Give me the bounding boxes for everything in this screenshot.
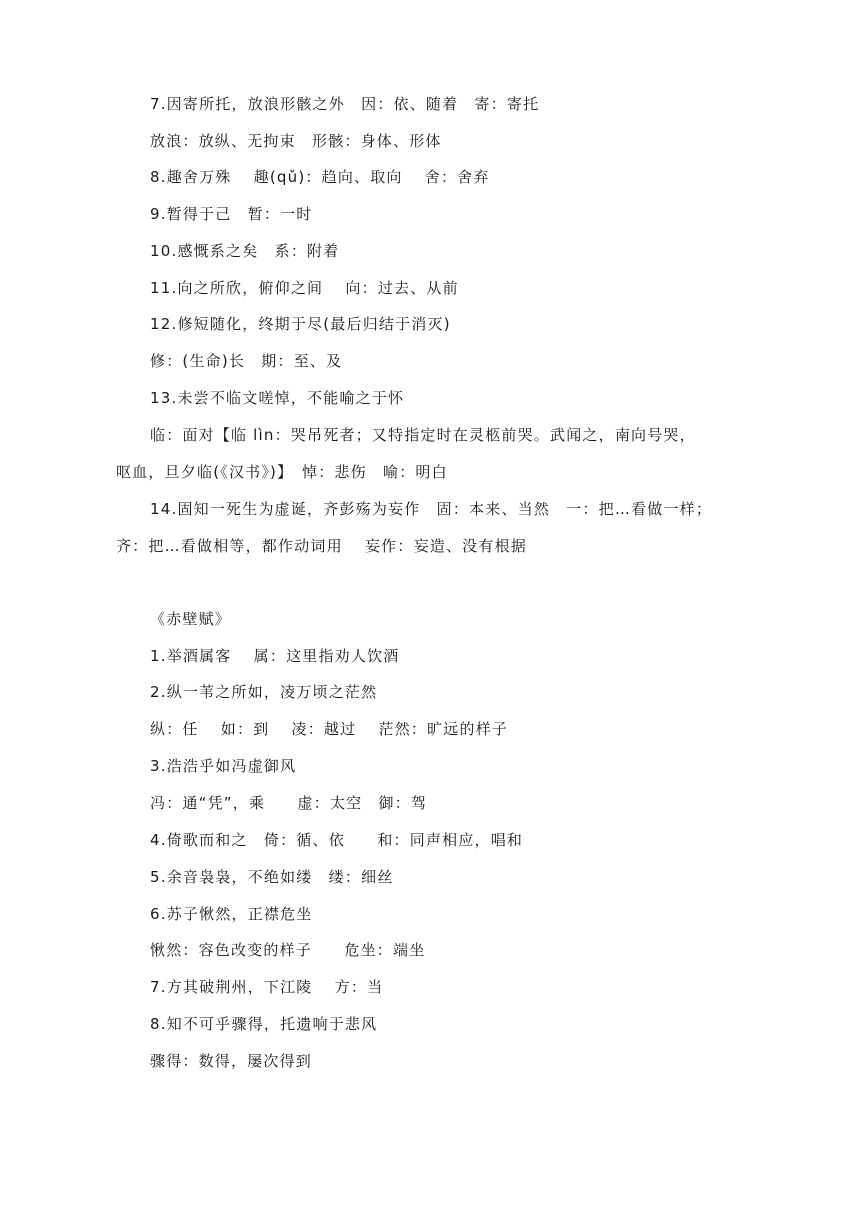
text-line: 8.趣舍万殊 趣(qǔ)：趋向、取向 舍：舍弃	[150, 168, 490, 186]
text-line: 6.苏子愀然，正襟危坐	[150, 905, 313, 923]
text-line: 愀然：容色改变的样子 危坐：端坐	[150, 941, 426, 959]
text-line: 14.固知一死生为虚诞，齐彭殇为妄作 固：本来、当然 一：把…看做一样；	[150, 500, 713, 518]
text-line: 5.余音袅袅，不绝如缕 缕：细丝	[150, 868, 394, 886]
text-line: 骤得：数得，屡次得到	[150, 1052, 313, 1070]
text-line: 10.感慨系之矣 系：附着	[150, 242, 340, 260]
text-line: 齐：把…看做相等，都作动词用 妄作：妄造、没有根据	[116, 537, 527, 555]
text-line: 11.向之所欣，俯仰之间 向：过去、从前	[150, 279, 459, 297]
text-line: 9.暂得于己 暂：一时	[150, 205, 313, 223]
section-title: 《赤壁赋》	[150, 610, 232, 628]
text-line: 3.浩浩乎如冯虚御风	[150, 757, 297, 775]
text-line: 临：面对【临 lìn：哭吊死者；又特指定时在灵柩前哭。武闻之，南向号哭，	[150, 426, 696, 444]
text-line: 呕血，旦夕临(《汉书》)】 悼：悲伤 喻：明白	[116, 463, 448, 481]
text-line: 纵：任 如：到 凌：越过 茫然：旷远的样子	[150, 720, 509, 738]
text-line: 4.倚歌而和之 倚：循、依 和：同声相应，唱和	[150, 831, 524, 849]
text-line: 12.修短随化，终期于尽(最后归结于消灭)	[150, 315, 451, 333]
text-line: 8.知不可乎骤得，托遗响于悲风	[150, 1015, 378, 1033]
text-line: 2.纵一苇之所如，凌万顷之茫然	[150, 683, 378, 701]
text-line: 7.因寄所托，放浪形骸之外 因：依、随着 寄：寄托	[150, 95, 540, 113]
text-line: 修：(生命)长 期：至、及	[150, 352, 343, 370]
text-line: 放浪：放纵、无拘束 形骸：身体、形体	[150, 132, 442, 150]
text-line: 1.举酒属客 属：这里指劝人饮酒	[150, 647, 400, 665]
text-line: 冯：通“凭”，乘 虚：太空 御：驾	[150, 794, 428, 812]
text-line: 7.方其破荆州，下江陵 方：当	[150, 978, 384, 996]
text-line: 13.未尝不临文嗟悼，不能喻之于怀	[150, 389, 405, 407]
